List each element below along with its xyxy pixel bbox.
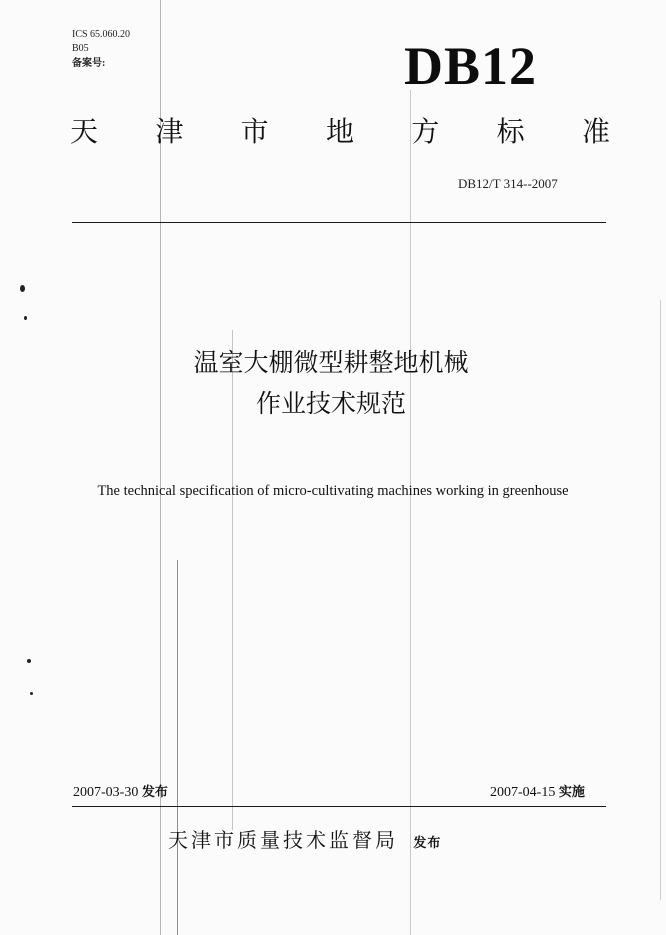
scan-speck <box>27 659 31 663</box>
standard-type-char: 天 <box>70 115 99 148</box>
implement-date-suffix: 实施 <box>558 785 585 800</box>
scan-line-artifact <box>660 300 661 900</box>
ics-code: ICS 65.060.20 <box>72 29 131 40</box>
record-number-label: 备案号: <box>72 58 106 69</box>
top-divider <box>72 222 606 223</box>
standard-type-char: 准 <box>581 115 610 148</box>
scan-line-artifact <box>410 90 411 935</box>
implement-date-value: 2007-04-15 <box>490 785 556 800</box>
issue-date <box>73 784 168 802</box>
publisher-suffix: 发布 <box>413 836 442 851</box>
implement-date <box>490 784 585 802</box>
classification-code: B05 <box>72 43 89 54</box>
english-title: The technical specification of micro-cultivating machines working in greenhouse <box>97 483 569 499</box>
chinese-title-line1: 温室大棚微型耕整地机械 <box>193 348 469 377</box>
standard-number: DB12/T 314--2007 <box>458 176 558 191</box>
standard-type-char: 市 <box>240 115 269 148</box>
db-code: DB12 <box>404 36 538 96</box>
scan-speck <box>20 285 25 292</box>
chinese-title-line2: 作业技术规范 <box>255 389 406 418</box>
standard-type-char: 标 <box>496 115 525 148</box>
standard-type-char: 方 <box>411 115 440 148</box>
scan-speck <box>30 692 33 695</box>
publisher-line <box>168 826 441 858</box>
standard-type-char: 津 <box>155 115 184 148</box>
issue-date-suffix: 发布 <box>141 785 168 800</box>
bottom-divider <box>72 806 606 807</box>
standard-type-title <box>70 114 610 150</box>
standard-type-char: 地 <box>325 115 354 148</box>
scan-line-artifact <box>177 560 178 935</box>
issue-date-value: 2007-03-30 <box>73 785 139 800</box>
scan-speck <box>24 316 27 320</box>
publisher-name: 天津市质量技术监督局 <box>168 828 398 852</box>
